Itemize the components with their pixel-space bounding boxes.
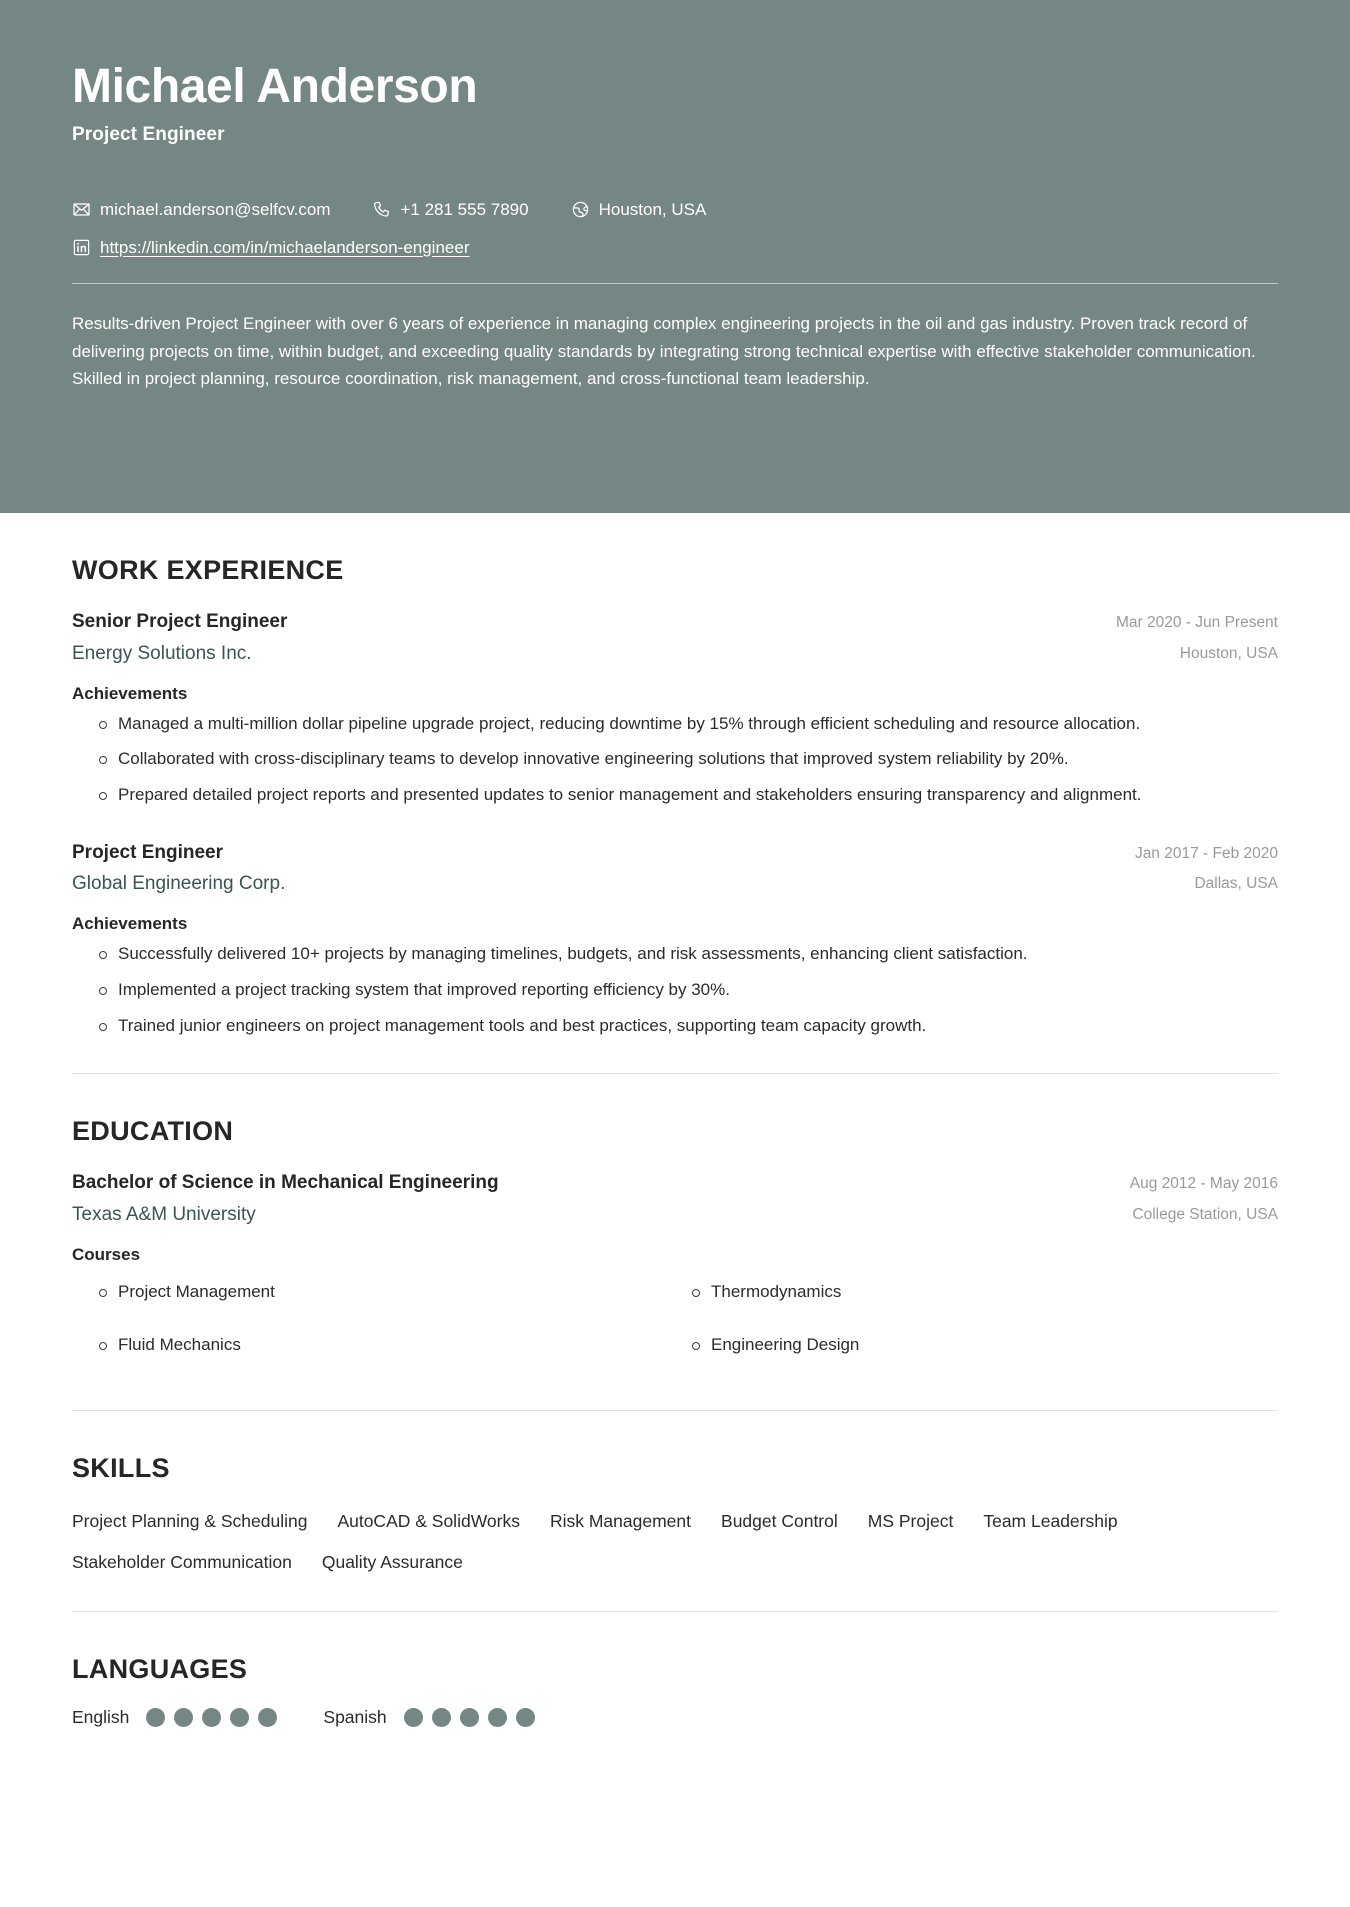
languages-title: LANGUAGES xyxy=(72,1654,248,1685)
language-level-dot xyxy=(146,1708,165,1727)
work-entry-role: Project Engineer xyxy=(72,841,223,863)
profile-summary: Results-driven Project Engineer with over 6 years of experience in managing complex engineering projects in the oil and gas industry. Proven track record of delivering projects on time, within budget, and exceeding quality standards by integrating strong technical expertise with effective stakeholder communication. Skilled in project planning, resource coordination, risk management, and cross-functional team leadership. xyxy=(72,314,1256,389)
language-level-dot xyxy=(432,1708,451,1727)
contact-block xyxy=(72,198,1278,260)
course-item: Fluid Mechanics xyxy=(118,1324,685,1377)
skill-item: Risk Management xyxy=(549,1511,692,1532)
contact-phone[interactable] xyxy=(372,198,528,222)
achievement-item: Prepared detailed project reports and presented updates to senior management and stakeholders ensuring transparency and alignment. xyxy=(118,781,1278,809)
section-education xyxy=(72,1074,1278,1411)
education-courses-label: Courses xyxy=(72,1245,141,1264)
work-entry xyxy=(72,608,1278,809)
education-title: EDUCATION xyxy=(72,1116,234,1147)
resume-header xyxy=(0,0,1350,513)
contact-location-text: Houston, USA xyxy=(598,199,707,219)
achievement-item: Trained junior engineers on project management tools and best practices, supporting team capacity growth. xyxy=(118,1012,1278,1040)
skill-item: Budget Control xyxy=(721,1511,838,1532)
phone-icon xyxy=(372,200,391,219)
linkedin-icon xyxy=(72,238,91,257)
course-item: Thermodynamics xyxy=(711,1271,1278,1324)
section-languages xyxy=(72,1612,1278,1728)
language-name: English xyxy=(72,1707,130,1728)
skill-item: Quality Assurance xyxy=(321,1551,463,1572)
language-level-dots xyxy=(404,1708,535,1727)
contact-email[interactable] xyxy=(72,198,330,222)
education-degree: Bachelor of Science in Mechanical Engineering xyxy=(72,1172,499,1194)
language-level-dot xyxy=(202,1708,221,1727)
skills-list xyxy=(72,1506,1232,1577)
work-entry-achievements-label: Achievements xyxy=(72,914,188,934)
work-entry-date: Jan 2017 - Feb 2020 xyxy=(1134,844,1278,862)
achievement-item: Managed a multi-million dollar pipeline upgrade project, reducing downtime by 15% through efficient scheduling and resource allocation. xyxy=(118,710,1278,738)
contact-location[interactable] xyxy=(571,198,707,222)
education-entry xyxy=(72,1169,1278,1376)
course-item: Project Management xyxy=(118,1271,685,1324)
work-entry-head xyxy=(72,839,1278,899)
achievement-item: Collaborated with cross-disciplinary teams to develop innovative engineering solutions that improved system reliability by 20%. xyxy=(118,745,1278,773)
section-work-experience xyxy=(72,513,1278,1074)
contact-row-primary xyxy=(72,198,1278,222)
language-item xyxy=(323,1707,534,1728)
work-entry-location: Dallas, USA xyxy=(1194,875,1278,893)
course-item: Engineering Design xyxy=(711,1324,1278,1377)
candidate-job-title: Project Engineer xyxy=(72,123,225,145)
work-entry-organization: Energy Solutions Inc. xyxy=(72,642,252,664)
work-experience-title: WORK EXPERIENCE xyxy=(72,555,344,585)
header-divider xyxy=(72,283,1278,284)
skills-title: SKILLS xyxy=(72,1453,170,1484)
education-date: Aug 2012 - May 2016 xyxy=(1129,1175,1278,1193)
skill-item: Project Planning & Scheduling xyxy=(72,1511,308,1532)
education-courses-grid xyxy=(72,1271,1278,1376)
globe-icon xyxy=(571,200,590,219)
envelope-icon xyxy=(72,200,91,219)
work-entry xyxy=(72,839,1278,1040)
education-location: College Station, USA xyxy=(1132,1205,1278,1223)
contact-linkedin[interactable] xyxy=(72,236,469,260)
language-level-dot xyxy=(516,1708,535,1727)
work-entry-achievements-label: Achievements xyxy=(72,683,188,703)
languages-list xyxy=(72,1707,1278,1728)
contact-email-text: michael.anderson@selfcv.com xyxy=(100,199,331,219)
work-entry-role: Senior Project Engineer xyxy=(72,611,288,632)
education-organization: Texas A&M University xyxy=(72,1203,256,1225)
contact-linkedin-link[interactable]: https://linkedin.com/in/michaelanderson-engineer xyxy=(100,237,470,257)
contact-row-secondary xyxy=(72,236,1278,260)
language-level-dot xyxy=(258,1708,277,1727)
language-level-dot xyxy=(230,1708,249,1727)
skill-item: Stakeholder Communication xyxy=(72,1551,292,1572)
education-entry-head xyxy=(72,1169,1278,1229)
language-level-dot xyxy=(404,1708,423,1727)
skill-item: AutoCAD & SolidWorks xyxy=(337,1511,520,1532)
skill-item: MS Project xyxy=(867,1511,954,1532)
language-item xyxy=(72,1707,277,1728)
language-name: Spanish xyxy=(323,1707,387,1728)
skill-item: Team Leadership xyxy=(983,1511,1118,1532)
language-level-dot xyxy=(488,1708,507,1727)
work-entry-achievements-list xyxy=(72,710,1278,809)
work-entry-date: Mar 2020 - Jun Present xyxy=(1116,614,1278,631)
contact-phone-text: +1 281 555 7890 xyxy=(400,199,529,219)
work-entry-head xyxy=(72,608,1278,668)
work-entry-achievements-list xyxy=(72,940,1278,1039)
work-entry-location: Houston, USA xyxy=(1179,644,1278,662)
language-level-dot xyxy=(174,1708,193,1727)
work-entry-organization: Global Engineering Corp. xyxy=(72,873,286,895)
candidate-name: Michael Anderson xyxy=(72,60,478,113)
language-level-dots xyxy=(146,1708,277,1727)
resume-body xyxy=(0,513,1350,1728)
language-level-dot xyxy=(460,1708,479,1727)
achievement-item: Implemented a project tracking system that improved reporting efficiency by 30%. xyxy=(118,976,1278,1004)
achievement-item: Successfully delivered 10+ projects by managing timelines, budgets, and risk assessments, enhancing client satisfaction. xyxy=(118,940,1278,968)
section-skills xyxy=(72,1411,1278,1612)
